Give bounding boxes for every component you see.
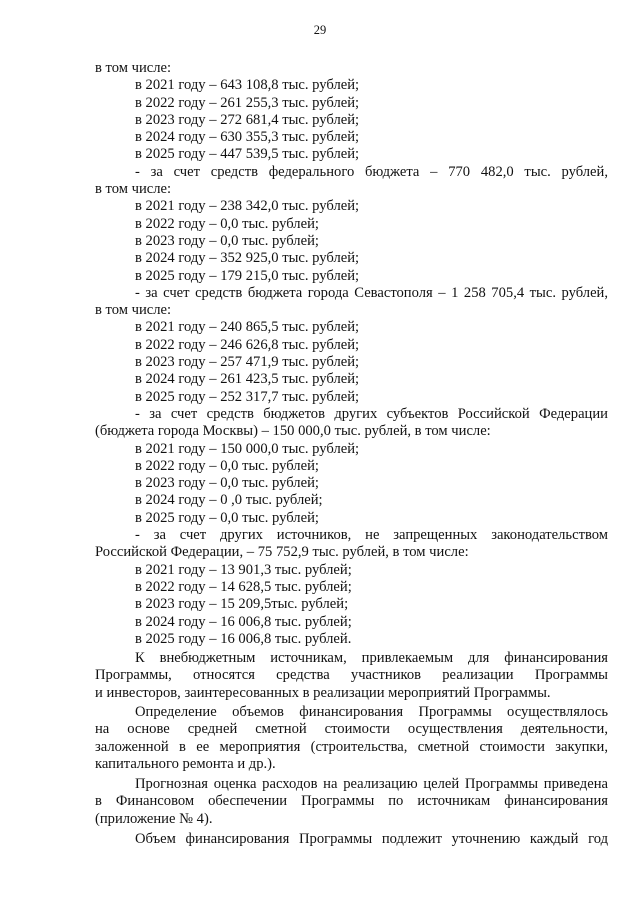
text-line: в 2023 году – 0,0 тыс. рублей; <box>135 232 319 249</box>
text-line: в 2025 году – 252 317,7 тыс. рублей; <box>135 388 360 405</box>
text-line: в 2025 году – 179 215,0 тыс. рублей; <box>135 267 360 284</box>
text-line: в том числе: <box>95 181 172 198</box>
text-line: Программы, относятся средства участников реализации Программы <box>95 667 608 684</box>
text-line: в 2023 году – 257 471,9 тыс. рублей; <box>135 354 360 371</box>
text-line: в Финансовом обеспечении Программы по источникам финансирования <box>95 793 608 810</box>
text-line: Российской Федерации, – 75 752,9 тыс. рублей, в том числе: <box>95 544 469 561</box>
text-line: (приложение № 4). <box>95 810 213 827</box>
text-line: К внебюджетным источникам, привлекаемым для финансирования <box>135 650 608 667</box>
text-line: на основе средней сметной стоимости осуществления деятельности, <box>95 721 608 738</box>
text-line: в 2022 году – 261 255,3 тыс. рублей; <box>135 94 360 111</box>
text-line: - за счет средств бюджетов других субъектов Российской Федерации <box>135 405 608 422</box>
text-line: в 2021 году – 643 108,8 тыс. рублей; <box>135 77 360 94</box>
text-line: - за счет средств федерального бюджета – 770 482,0 тыс. рублей, <box>135 163 608 180</box>
text-line: в том числе: <box>95 60 172 76</box>
text-line: (бюджета города Москвы) – 150 000,0 тыс. рублей, в том числе: <box>95 423 491 440</box>
text-line: - за счет средств бюджета города Севастополя – 1 258 705,4 тыс. рублей, <box>135 284 608 301</box>
text-line: в 2024 году – 352 925,0 тыс. рублей; <box>135 250 360 267</box>
text-line: заложенной в ее мероприятия (строительства, сметной стоимости закупки, <box>95 738 608 755</box>
text-line: в 2025 году – 16 006,8 тыс. рублей. <box>135 630 352 647</box>
text-line: в 2021 году – 238 342,0 тыс. рублей; <box>135 198 360 215</box>
text-line: Определение объемов финансирования Программы осуществлялось <box>135 703 608 720</box>
text-line: в 2021 году – 13 901,3 тыс. рублей; <box>135 561 352 578</box>
text-line: в 2025 году – 0,0 тыс. рублей; <box>135 509 319 526</box>
text-line: - за счет других источников, не запрещенных законодательством <box>135 527 608 544</box>
text-line: капитального ремонта и др.). <box>95 755 276 772</box>
text-line: в 2025 году – 447 539,5 тыс. рублей; <box>135 146 360 163</box>
page-number: 29 <box>313 23 327 37</box>
text-line: в 2023 году – 0,0 тыс. рублей; <box>135 475 319 492</box>
text-line: в 2023 году – 272 681,4 тыс. рублей; <box>135 111 360 128</box>
text-line: в 2022 году – 14 628,5 тыс. рублей; <box>135 578 352 595</box>
text-line: Объем финансирования Программы подлежит уточнению каждый год <box>135 831 608 848</box>
text-line: в 2021 году – 150 000,0 тыс. рублей; <box>135 440 360 457</box>
text-line: в 2024 году – 16 006,8 тыс. рублей; <box>135 613 352 630</box>
text-line: в 2022 году – 246 626,8 тыс. рублей; <box>135 336 360 353</box>
document-body <box>95 60 608 848</box>
text-line: и инвесторов, заинтересованных в реализации мероприятий Программы. <box>95 684 551 701</box>
text-line: в 2024 году – 261 423,5 тыс. рублей; <box>135 371 360 388</box>
text-line: в том числе: <box>95 302 172 319</box>
text-line: в 2024 году – 630 355,3 тыс. рублей; <box>135 129 360 146</box>
text-line: в 2022 году – 0,0 тыс. рублей; <box>135 457 319 474</box>
text-line: в 2024 году – 0 ,0 тыс. рублей; <box>135 492 323 509</box>
text-line: в 2022 году – 0,0 тыс. рублей; <box>135 215 319 232</box>
text-line: в 2021 году – 240 865,5 тыс. рублей; <box>135 319 360 336</box>
text-line: Прогнозная оценка расходов на реализацию целей Программы приведена <box>135 776 608 793</box>
text-line: в 2023 году – 15 209,5тыс. рублей; <box>135 596 349 613</box>
